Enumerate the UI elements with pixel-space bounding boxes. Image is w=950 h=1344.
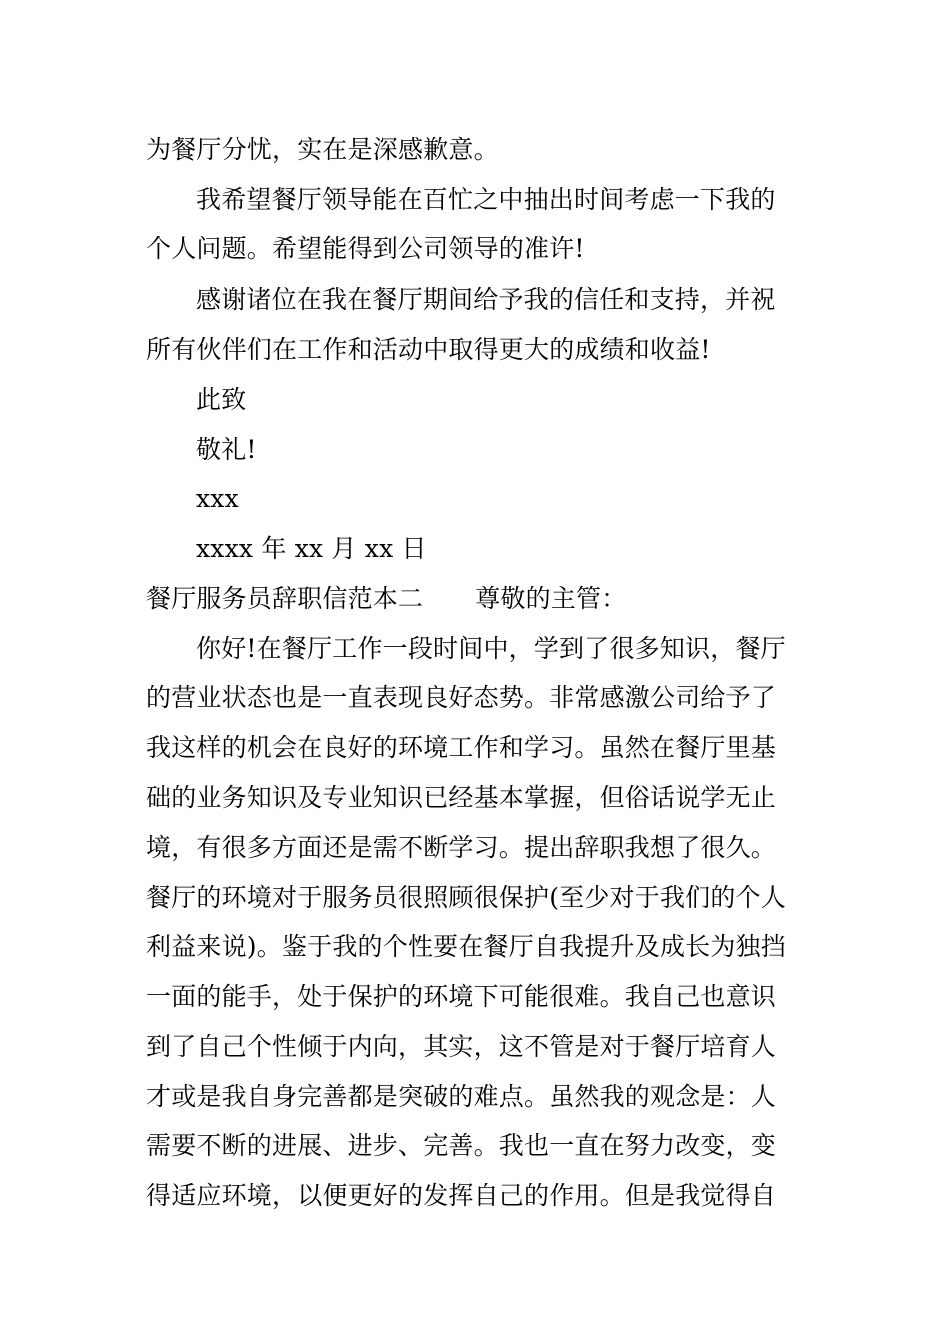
text-line: 一面的能手，处于保护的环境下可能很难。我自己也意识 xyxy=(146,982,777,1011)
section-heading-line xyxy=(146,584,626,614)
signature-date: xxxx 年 xx 月 xx 日 xyxy=(196,534,427,563)
greeting: 尊敬的主管： xyxy=(475,584,627,613)
closing-line: 此致 xyxy=(196,385,247,414)
text-line: 得适应环境，以便更好的发挥自己的作用。但是我觉得自 xyxy=(146,1181,777,1210)
text-line: 境，有很多方面还是需不断学习。提出辞职我想了很久。 xyxy=(146,833,777,862)
text-line: 个人问题。希望能得到公司领导的准许! xyxy=(146,234,585,263)
text-line: 需要不断的进展、进步、完善。我也一直在努力改变，变 xyxy=(146,1131,777,1160)
signature-name: xxx xyxy=(196,484,239,513)
text-line: 所有伙伴们在工作和活动中取得更大的成绩和收益! xyxy=(146,335,711,364)
text-line: 的营业状态也是一直表现良好态势。非常感激公司给予了 xyxy=(146,683,777,712)
text-line: 为餐厅分忧，实在是深感歉意。 xyxy=(146,135,499,164)
text-line: 感谢诸位在我在餐厅期间给予我的信任和支持，并祝 xyxy=(196,285,776,314)
section-title: 餐厅服务员辞职信范本二 xyxy=(146,584,424,613)
text-line: 才或是我自身完善都是突破的难点。虽然我的观念是：人 xyxy=(146,1082,777,1111)
text-line: 餐厅的环境对于服务员很照顾很保护(至少对于我们的个人 xyxy=(146,883,786,912)
text-line: 础的业务知识及专业知识已经基本掌握，但俗话说学无止 xyxy=(146,783,777,812)
text-line: 你好!在餐厅工作一段时间中，学到了很多知识，餐厅 xyxy=(196,634,786,663)
text-line: 到了自己个性倾于内向，其实，这不管是对于餐厅培育人 xyxy=(146,1032,777,1061)
text-line: 我这样的机会在良好的环境工作和学习。虽然在餐厅里基 xyxy=(146,733,777,762)
text-line: 利益来说)。鉴于我的个性要在餐厅自我提升及成长为独挡 xyxy=(146,932,786,961)
salutation-line: 敬礼! xyxy=(196,435,257,464)
text-line: 我希望餐厅领导能在百忙之中抽出时间考虑一下我的 xyxy=(196,185,776,214)
